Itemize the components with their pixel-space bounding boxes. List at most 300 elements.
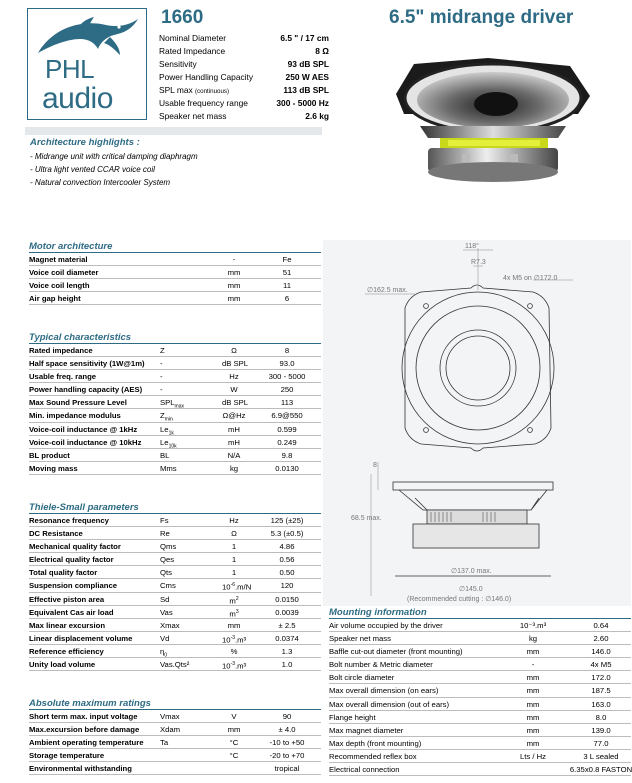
- row-symbol-text: Fs: [160, 516, 169, 525]
- key-specs: [159, 32, 329, 123]
- row-symbol-text: SPL: [160, 398, 175, 408]
- spec-label: [159, 97, 248, 110]
- row-symbol-text: Ta: [160, 738, 169, 748]
- row-name: Air gap height: [29, 294, 81, 304]
- product-headline: 6.5" midrange driver: [389, 7, 574, 28]
- row-unit: [222, 409, 246, 422]
- row-value: 0.64: [593, 621, 609, 630]
- row-name: Max.excursion before damage: [29, 725, 140, 735]
- row-value: 8: [284, 346, 290, 355]
- row-name: Air volume occupied by the driver: [329, 621, 443, 630]
- row-value: 90: [282, 712, 292, 721]
- row-symbol: [160, 527, 170, 540]
- row-unit: [222, 370, 246, 383]
- row-value: ± 2.5: [278, 620, 296, 630]
- row-symbol: [160, 566, 172, 579]
- table-row: [29, 540, 321, 553]
- row-symbol: [160, 593, 169, 606]
- row-symbol: [160, 710, 180, 723]
- spec-value: 6.5 " / 17 cm: [280, 33, 329, 43]
- row-unit: [222, 736, 246, 749]
- row-unit-text: °C: [229, 738, 239, 748]
- row-symbol-text: -: [160, 385, 163, 395]
- drawing-radius-label: R7.3: [471, 259, 486, 266]
- table-row: [29, 593, 321, 606]
- row-unit: -: [531, 660, 535, 670]
- row-symbol-sub: max: [174, 403, 184, 410]
- row-unit: [222, 436, 246, 449]
- row-unit: [222, 749, 246, 762]
- row-unit: [222, 710, 246, 723]
- row-name: Linear displacement volume: [29, 633, 133, 643]
- architecture-item: - Natural convection Intercooler System: [30, 178, 171, 187]
- row-unit-text: 1: [231, 555, 237, 565]
- table-row: [29, 253, 321, 266]
- model-number: 1660: [161, 7, 204, 28]
- table-row: [29, 527, 321, 540]
- table-row: [29, 279, 321, 292]
- row-name: Ambient operating temperature: [29, 738, 144, 748]
- row-unit: [222, 449, 246, 462]
- row-symbol: [160, 540, 176, 553]
- row-value: 6.9@550: [271, 411, 303, 421]
- row-name: Voice coil diameter: [29, 268, 99, 278]
- row-value: 3 L sealed: [583, 751, 619, 761]
- row-value: 6: [284, 294, 290, 304]
- spec-row: [159, 45, 329, 58]
- logo-audio-text: audio: [42, 82, 113, 115]
- row-value: 0.0150: [275, 594, 299, 604]
- row-unit-text: V: [231, 712, 237, 721]
- spec-label-text: Speaker net mass: [159, 111, 227, 121]
- row-unit-text: Hz: [229, 516, 239, 525]
- row-symbol: [160, 579, 176, 592]
- table-row: [29, 723, 321, 736]
- row-unit-after: .m/N: [235, 583, 252, 593]
- table-row: [29, 383, 321, 396]
- row-value: 0.0374: [275, 633, 299, 643]
- row-symbol-text: Z: [160, 411, 165, 421]
- row-name: Mechanical quality factor: [29, 542, 121, 552]
- row-unit: mm: [526, 712, 540, 722]
- row-symbol-text: Le: [160, 424, 169, 434]
- row-unit: mm: [526, 725, 540, 735]
- row-symbol-text: -: [160, 359, 163, 369]
- table-row: [29, 645, 321, 658]
- row-value: 8.0: [595, 712, 607, 722]
- row-name: Flange height: [329, 712, 376, 722]
- row-symbol: [160, 632, 169, 645]
- table-row: [329, 632, 631, 645]
- row-name: Max depth (front mounting): [329, 738, 422, 748]
- row-value: 0.0130: [275, 463, 299, 473]
- row-symbol: [160, 462, 177, 475]
- spec-value: 2.6 kg: [305, 111, 329, 121]
- drawing-magnet-label: ∅137.0 max.: [451, 568, 492, 575]
- table-row: [329, 763, 631, 776]
- table-row: [329, 684, 631, 697]
- row-value: 2.60: [593, 634, 609, 644]
- row-name: Magnet material: [29, 255, 88, 264]
- row-name: Max overall dimension (out of ears): [329, 699, 450, 709]
- row-value: 0.249: [277, 437, 297, 447]
- row-symbol-text: BL: [160, 450, 170, 460]
- architecture-item: - Midrange unit with critical damping diaphragm: [30, 152, 198, 161]
- row-unit-text: m: [229, 596, 236, 606]
- section-title: Absolute maximum ratings: [29, 698, 151, 709]
- row-unit: [222, 540, 246, 553]
- row-symbol: [160, 553, 174, 566]
- row-unit-text: mm: [227, 268, 241, 278]
- table-row: [329, 737, 631, 750]
- spec-label-text: Rated Impedance: [159, 46, 226, 56]
- row-unit: [222, 357, 249, 370]
- row-name: Voice coil length: [29, 281, 90, 291]
- row-unit: mm: [526, 738, 540, 748]
- row-unit-text: 10: [222, 583, 231, 593]
- row-unit-text: Ω@Hz: [222, 411, 246, 421]
- speaker-photo: [388, 54, 596, 192]
- row-unit: [222, 462, 246, 475]
- row-name: Resonance frequency: [29, 516, 109, 525]
- row-value: ± 4.0: [278, 725, 296, 735]
- row-unit-text: 10: [222, 661, 231, 671]
- row-value: 4x M5: [590, 660, 612, 670]
- row-unit-text: mH: [228, 437, 240, 447]
- spec-value: 93 dB SPL: [287, 59, 329, 69]
- row-value: 93.0: [279, 359, 295, 369]
- row-symbol-text: Mms: [160, 463, 177, 473]
- row-name: Bolt circle diameter: [329, 673, 395, 683]
- row-symbol-sub: 10k: [168, 443, 177, 450]
- row-unit-text: Ω: [231, 346, 237, 355]
- row-name: Bolt number & Metric diameter: [329, 660, 433, 670]
- header-divider: [25, 127, 322, 135]
- row-name: Half space sensitivity (1W@1m): [29, 359, 145, 369]
- row-symbol: [160, 449, 169, 462]
- table-row: [329, 619, 631, 632]
- row-unit-sup: 3: [235, 608, 239, 615]
- row-value: tropical: [274, 764, 300, 774]
- row-value: 6.35x0.8 FASTON: [569, 765, 632, 775]
- drawing-depth-label: 68.5 max.: [351, 515, 382, 522]
- row-value: 1.0: [281, 660, 293, 670]
- row-value: 187.5: [591, 686, 611, 696]
- drawing-flange-label: 8: [373, 462, 377, 469]
- row-symbol-text: -: [160, 372, 163, 382]
- row-unit-text: mm: [227, 294, 241, 304]
- row-unit-text: kg: [229, 463, 239, 473]
- row-unit-text: mm: [227, 281, 241, 291]
- row-symbol-text: Vd: [160, 633, 170, 643]
- spec-label-text: Usable frequency range: [159, 98, 248, 108]
- row-name: Effective piston area: [29, 594, 105, 604]
- row-name: Short term max. input voltage: [29, 712, 138, 721]
- row-unit-text: Hz: [229, 372, 239, 382]
- motor-table: [29, 238, 321, 305]
- row-name: Max Sound Pressure Level: [29, 398, 127, 408]
- row-unit: [222, 396, 249, 409]
- row-name: Moving mass: [29, 463, 78, 473]
- spec-value: 8 Ω: [315, 46, 329, 56]
- drawing-outer-label: ∅162.5 max.: [367, 287, 408, 294]
- row-symbol-text: Vmax: [160, 712, 180, 721]
- spec-label-text: Sensitivity: [159, 59, 197, 69]
- row-symbol-text: Qms: [160, 542, 177, 552]
- row-value: 139.0: [591, 725, 611, 735]
- spec-label: [159, 58, 197, 71]
- spec-label-note: (continuous): [195, 88, 230, 95]
- row-symbol-text: Xdam: [160, 725, 181, 735]
- spec-row: [159, 32, 329, 45]
- row-name: Max overall dimension (on ears): [329, 686, 439, 696]
- row-unit: [222, 279, 246, 292]
- row-unit-text: W: [230, 385, 238, 395]
- row-symbol: [160, 736, 168, 749]
- row-unit-text: -: [232, 255, 236, 264]
- row-symbol-sub: 0: [164, 652, 168, 659]
- section-title: Thiele-Small parameters: [29, 502, 139, 513]
- spec-label: [159, 110, 227, 123]
- table-row: [329, 645, 631, 658]
- row-symbol-sub: 1k: [168, 430, 174, 437]
- row-symbol-text: Qts: [160, 568, 172, 578]
- spec-row: [159, 110, 329, 123]
- row-unit-text: 10: [222, 635, 231, 645]
- row-symbol-text: Qes: [160, 555, 175, 565]
- row-unit-text: m: [229, 609, 236, 619]
- row-unit: [222, 383, 246, 396]
- row-value: 146.0: [591, 647, 611, 657]
- row-value: 172.0: [591, 673, 611, 683]
- row-unit-sup: -3: [230, 634, 236, 641]
- drawing-angle-label: 118°: [465, 243, 479, 250]
- table-row: [329, 658, 631, 671]
- typical-table: [29, 329, 321, 475]
- section-title: Motor architecture: [29, 241, 113, 252]
- row-unit-text: Ω: [231, 529, 237, 539]
- row-name: Speaker net mass: [329, 634, 391, 644]
- table-row: [329, 724, 631, 737]
- row-name: Total quality factor: [29, 568, 98, 578]
- row-value: 163.0: [591, 699, 611, 709]
- technical-drawing: [323, 240, 631, 606]
- table-row: [29, 344, 321, 357]
- row-name: Voice-coil inductance @ 10kHz: [29, 437, 142, 447]
- table-row: [29, 762, 321, 775]
- row-value: 0.0039: [275, 607, 299, 617]
- row-name: Reference efficiency: [29, 646, 104, 656]
- row-unit-after: .m³: [235, 661, 247, 671]
- row-unit-sup: -3: [230, 661, 236, 668]
- row-symbol: [160, 723, 180, 736]
- table-row: [29, 514, 321, 527]
- row-symbol-sub: min: [164, 417, 173, 423]
- row-symbol-text: Vas.Qts²: [160, 660, 190, 670]
- table-row: [329, 698, 631, 711]
- row-value: Fe: [282, 255, 292, 264]
- row-unit-sup: 2: [235, 595, 239, 602]
- row-value: 0.50: [279, 568, 295, 578]
- row-symbol: [160, 344, 165, 357]
- table-row: [29, 710, 321, 723]
- table-row: [329, 750, 631, 763]
- row-name: Rated impedance: [29, 346, 93, 355]
- row-value: 77.0: [593, 738, 609, 748]
- row-symbol-text: Z: [160, 346, 165, 355]
- spec-label: [159, 84, 229, 98]
- row-unit: mm: [526, 686, 540, 696]
- table-row: [29, 606, 321, 619]
- table-header: [29, 238, 321, 253]
- row-unit: mm: [526, 647, 540, 657]
- row-value: 0.56: [279, 555, 295, 565]
- row-value: 250: [280, 385, 294, 395]
- table-row: [29, 658, 321, 671]
- row-name: Baffle cut-out diameter (front mounting): [329, 647, 463, 657]
- row-name: DC Resistance: [29, 529, 83, 539]
- table-row: [29, 292, 321, 305]
- row-value: 113: [280, 398, 294, 408]
- section-title: Mounting information: [329, 607, 427, 618]
- row-name: Electrical quality factor: [29, 555, 114, 565]
- row-symbol: [160, 370, 163, 383]
- architecture-title: Architecture highlights :: [30, 137, 140, 148]
- row-symbol: [160, 606, 173, 619]
- architecture-item: - Ultra light vented CCAR voice coil: [30, 165, 155, 174]
- row-value: -10 to +50: [269, 738, 305, 748]
- spec-row: [159, 71, 329, 84]
- absolute-max-table: [29, 695, 321, 775]
- row-value: 120: [280, 581, 294, 591]
- row-unit: mm: [526, 699, 540, 709]
- table-row: [29, 749, 321, 762]
- section-title: Typical characteristics: [29, 332, 132, 343]
- row-value: 1.3: [281, 646, 293, 656]
- row-unit: [222, 292, 246, 305]
- row-symbol-text: Xmax: [160, 620, 180, 630]
- table-row: [329, 711, 631, 724]
- drawing-bolt-label: 4x M5 on ∅172.0: [503, 275, 558, 282]
- table-row: [29, 409, 321, 422]
- row-value: 300 - 5000: [268, 372, 306, 382]
- table-row: [29, 266, 321, 279]
- row-unit-text: mm: [227, 620, 241, 630]
- row-name: Usable freq. range: [29, 372, 97, 382]
- brand-logo: [27, 8, 147, 120]
- row-unit: [222, 344, 246, 357]
- row-value: 5.3 (±0.5): [270, 529, 304, 539]
- row-unit: kg: [528, 634, 538, 644]
- row-symbol-text: Cms: [160, 581, 176, 591]
- row-unit-text: %: [230, 646, 238, 656]
- logo-phl-text: PHL: [45, 54, 95, 84]
- table-row: [29, 462, 321, 475]
- spec-label-text: Power Handling Capacity: [159, 72, 254, 82]
- spec-value: 113 dB SPL: [283, 85, 329, 95]
- row-name: Suspension compliance: [29, 581, 118, 591]
- row-unit-text: mH: [228, 424, 240, 434]
- row-name: Electrical connection: [329, 765, 400, 775]
- row-name: Storage temperature: [29, 751, 105, 761]
- row-unit: [222, 619, 246, 632]
- thiele-small-table: [29, 499, 321, 671]
- row-name: Recommended reflex box: [329, 751, 417, 761]
- table-row: [29, 449, 321, 462]
- row-unit: Lts / Hz: [519, 751, 547, 761]
- table-row: [29, 370, 321, 383]
- row-unit: mm: [526, 673, 540, 683]
- table-row: [29, 553, 321, 566]
- row-unit: [222, 423, 246, 436]
- row-unit-text: °C: [229, 751, 239, 761]
- table-row: [29, 579, 321, 592]
- table-header: [29, 329, 321, 344]
- spec-label-text: SPL max: [159, 85, 193, 95]
- table-row: [29, 619, 321, 632]
- row-value: -20 to +70: [269, 751, 305, 761]
- table-row: [29, 566, 321, 579]
- row-unit-text: dB SPL: [222, 398, 249, 408]
- row-unit: [222, 566, 246, 579]
- drawing-cutout-note: (Recommended cutting : ∅146.0): [407, 596, 512, 603]
- row-symbol: [160, 619, 180, 632]
- row-symbol-text: Vas: [160, 607, 173, 617]
- row-unit: [222, 253, 246, 266]
- table-header: [329, 604, 631, 619]
- row-symbol-text: Le: [160, 437, 169, 447]
- mounting-table: [329, 604, 631, 776]
- row-name: Max magnet diameter: [329, 725, 404, 735]
- row-value: 0.599: [277, 424, 297, 434]
- row-name: Max linear excursion: [29, 620, 106, 630]
- row-name: Environmental withstanding: [29, 764, 132, 774]
- spec-label-text: Nominal Diameter: [159, 33, 227, 43]
- table-row: [29, 736, 321, 749]
- row-name: Unity load volume: [29, 660, 96, 670]
- spec-row: [159, 58, 329, 71]
- spec-value: 250 W AES: [285, 72, 329, 82]
- row-unit: [222, 553, 246, 566]
- row-symbol: [160, 514, 169, 527]
- row-name: BL product: [29, 450, 70, 460]
- row-name: Equivalent Cas air load: [29, 607, 114, 617]
- row-value: 4.86: [279, 542, 295, 552]
- architecture-list: [30, 150, 198, 189]
- row-unit: 10⁻³.m³: [519, 621, 547, 630]
- row-value: 51: [282, 268, 292, 278]
- row-value: 125 (±25): [270, 516, 304, 525]
- row-symbol: [160, 383, 163, 396]
- row-unit-after: .m³: [235, 635, 247, 645]
- row-symbol-text: η: [160, 646, 165, 656]
- row-name: Power handling capacity (AES): [29, 385, 143, 395]
- spec-row: [159, 97, 329, 110]
- spec-label: [159, 32, 226, 45]
- table-row: [29, 632, 321, 645]
- row-unit: [222, 527, 246, 540]
- table-row: [329, 671, 631, 684]
- row-symbol-text: Re: [160, 529, 170, 539]
- row-name: Min. impedance modulus: [29, 411, 121, 421]
- table-row: [29, 396, 321, 409]
- row-unit-text: dB SPL: [222, 359, 249, 369]
- row-name: Voice-coil inductance @ 1kHz: [29, 424, 138, 434]
- spec-label: [159, 45, 225, 58]
- table-row: [29, 423, 321, 436]
- table-header: [29, 499, 321, 514]
- row-unit: [222, 514, 246, 527]
